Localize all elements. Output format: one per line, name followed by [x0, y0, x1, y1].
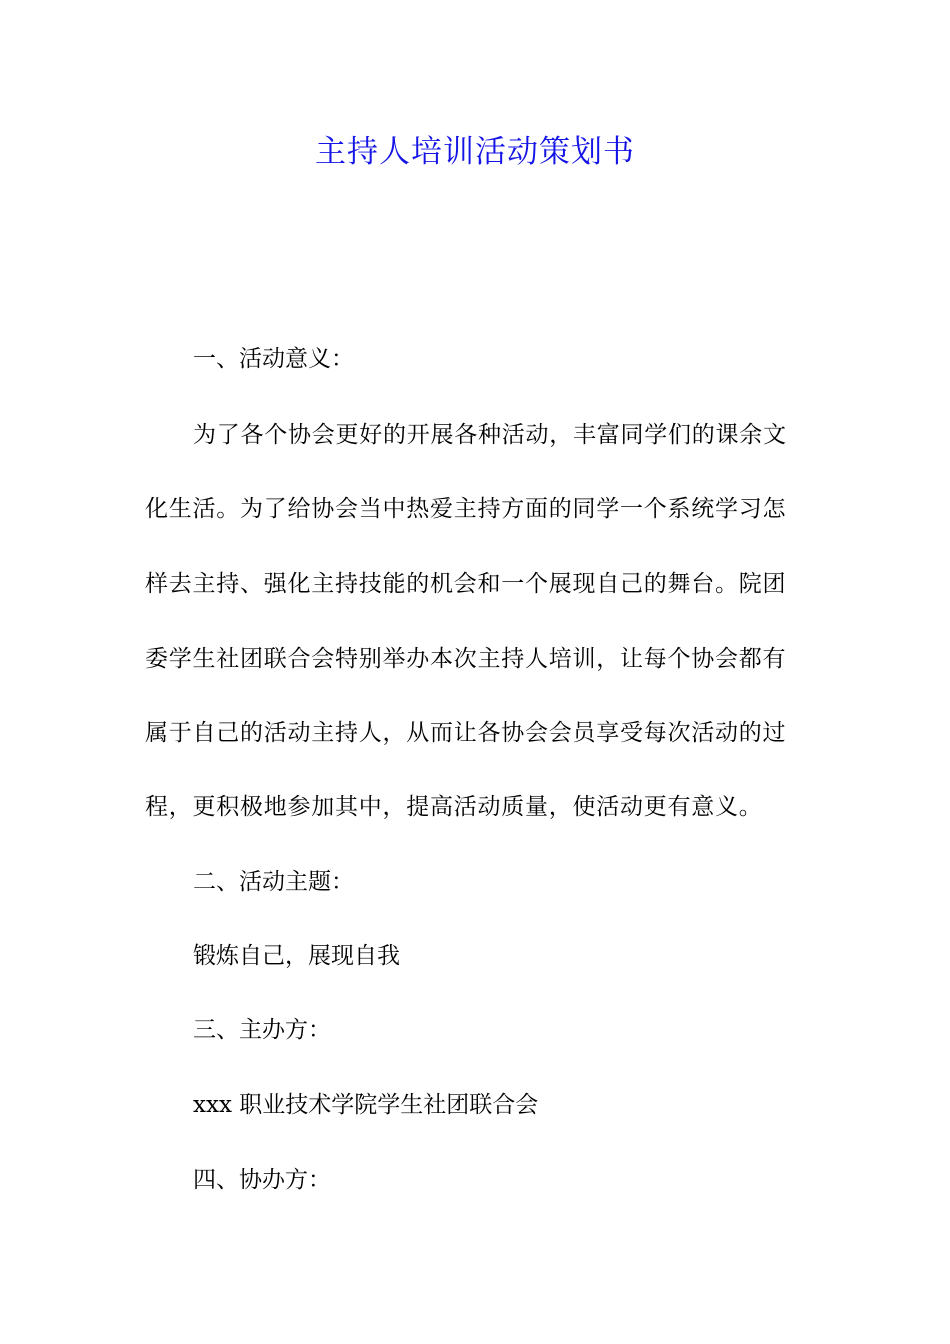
paragraph-line: 样去主持、强化主持技能的机会和一个展现自己的舞台。院团	[145, 571, 787, 597]
paragraph-line: 属于自己的活动主持人，从而让各协会会员享受每次活动的过	[145, 720, 787, 746]
paragraph-line: 为了各个协会更好的开展各种活动，丰富同学们的课余文	[193, 422, 787, 448]
section-heading-purpose: 一、活动意义：	[193, 346, 354, 372]
section-heading-co-organizer: 四、协办方：	[193, 1167, 331, 1193]
theme-text: 锻炼自己，展现自我	[193, 943, 400, 969]
paragraph-line: 委学生社团联合会特别举办本次主持人培训，让每个协会都有	[145, 646, 787, 672]
section-heading-organizer: 三、主办方：	[193, 1017, 331, 1043]
section-heading-theme: 二、活动主题：	[193, 869, 354, 895]
paragraph-line: 化生活。为了给协会当中热爱主持方面的同学一个系统学习怎	[145, 496, 787, 522]
document-title: 主持人培训活动策划书	[315, 134, 635, 170]
organizer-text: xxx 职业技术学院学生社团联合会	[193, 1092, 539, 1118]
paragraph-line: 程，更积极地参加其中，提高活动质量，使活动更有意义。	[145, 794, 763, 820]
